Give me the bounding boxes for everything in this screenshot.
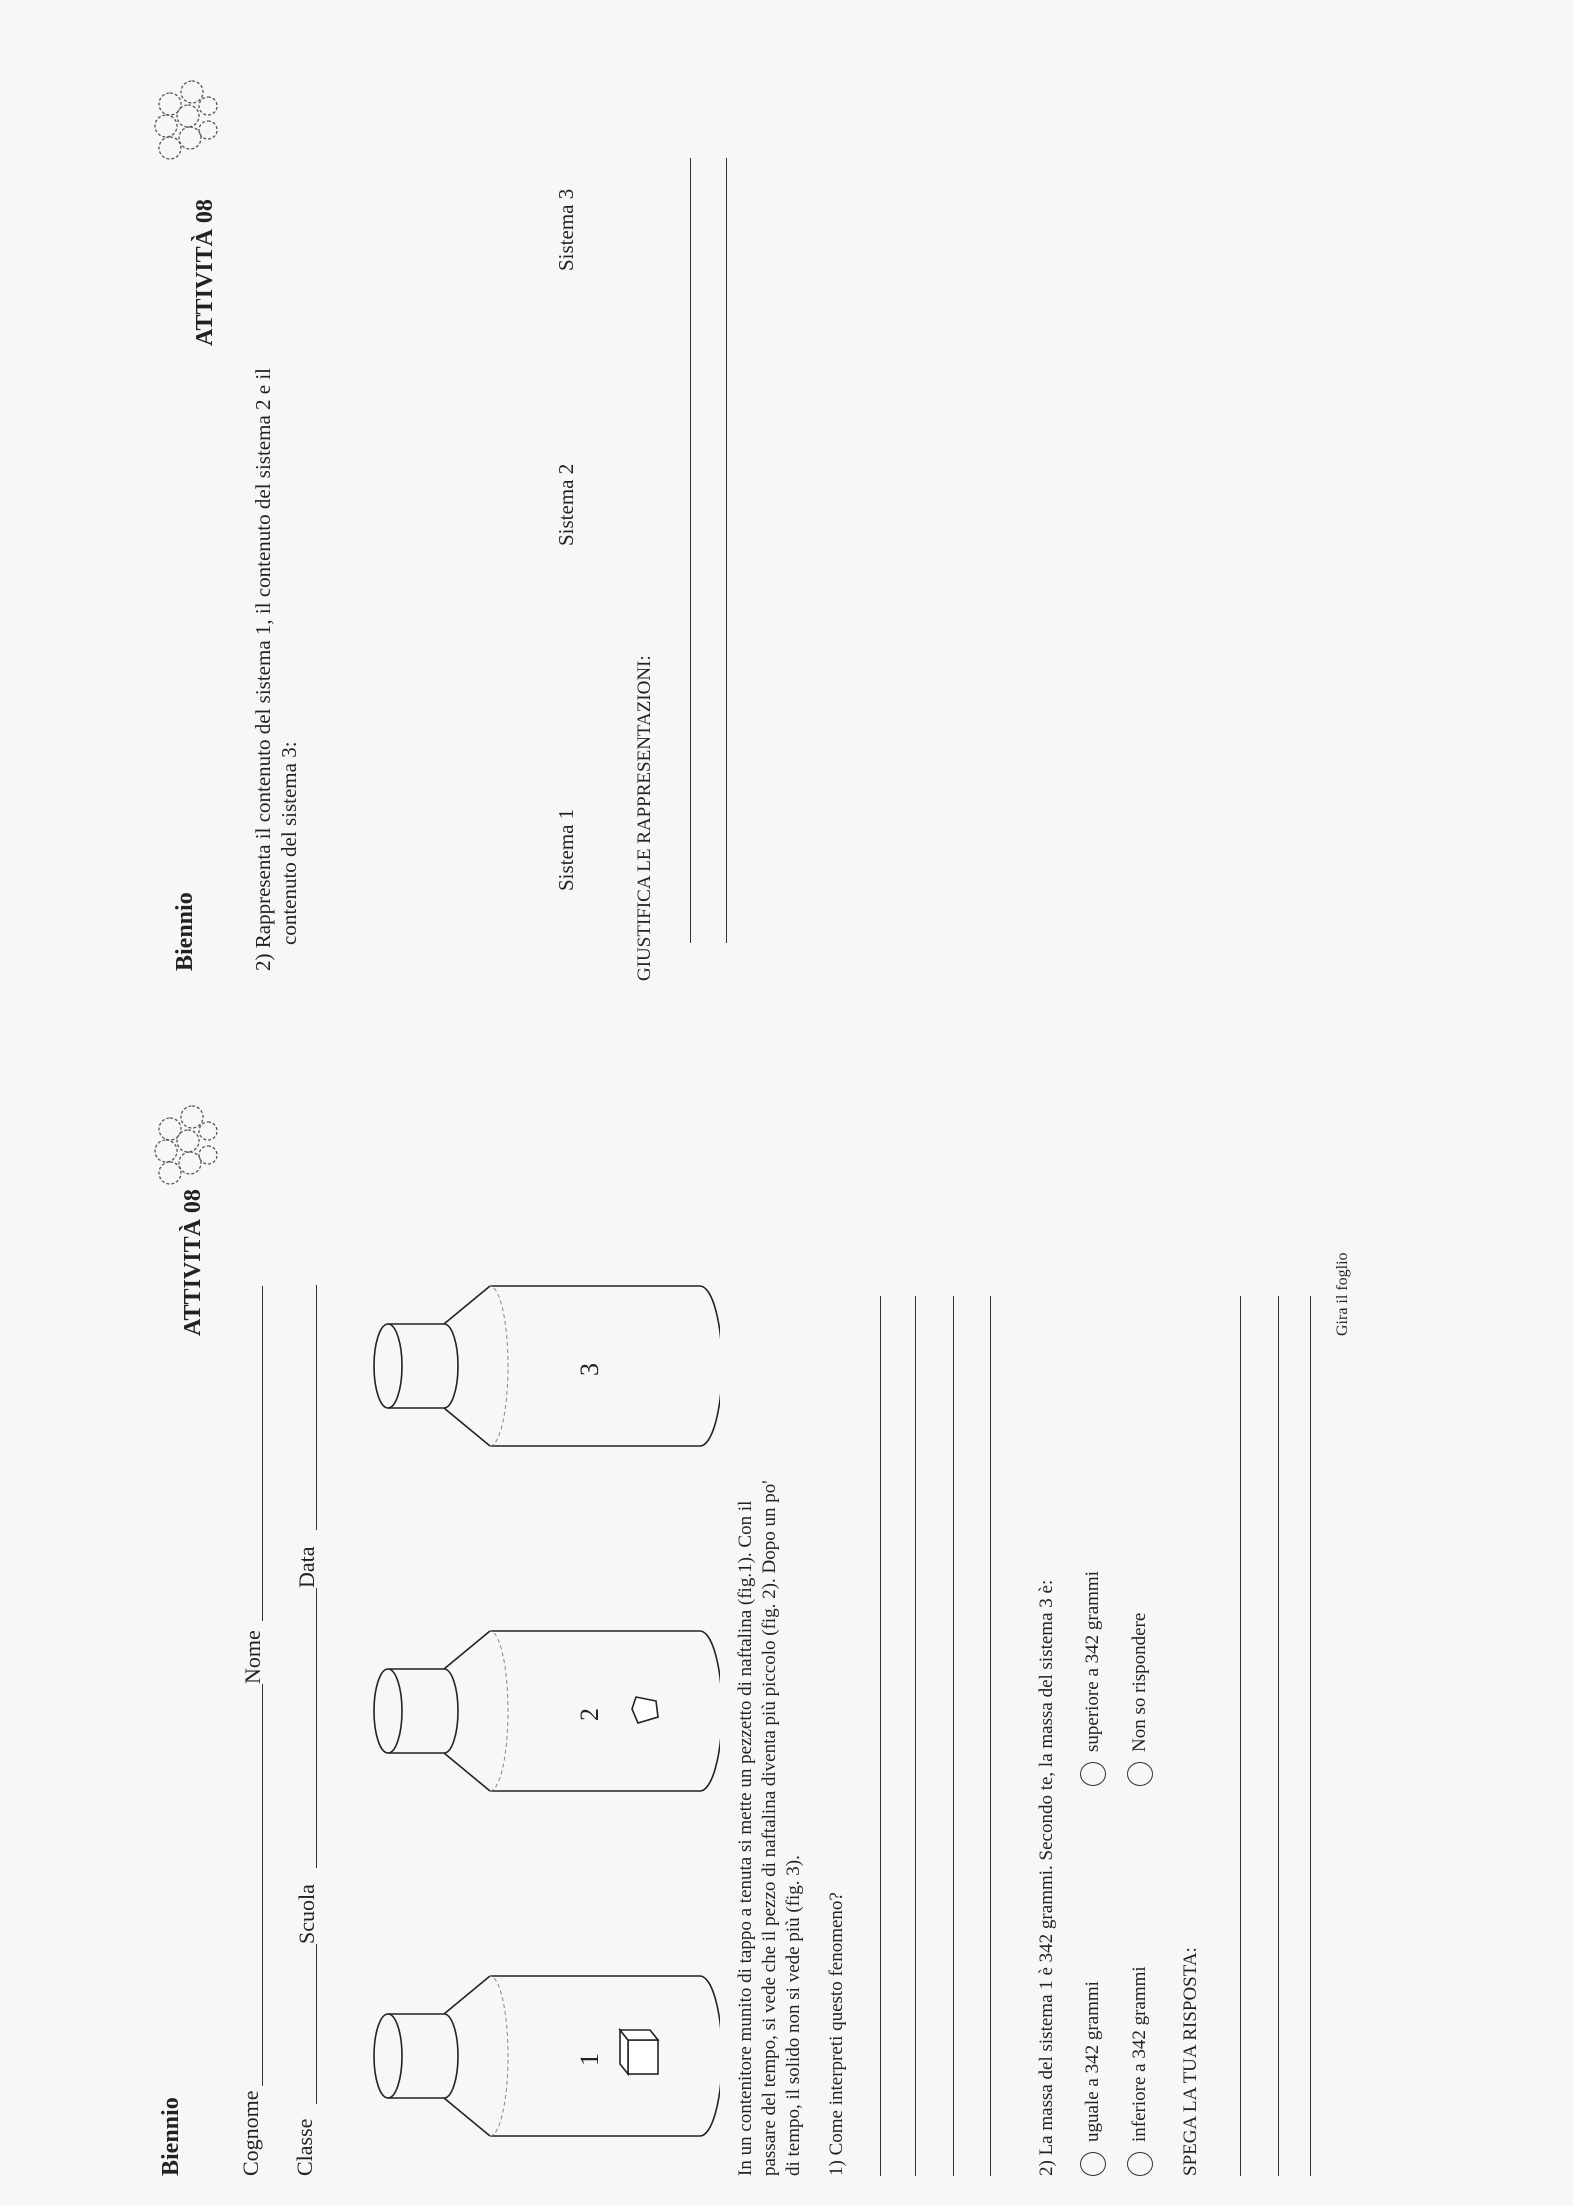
- sistema-1-label: Sistema 1: [554, 808, 578, 891]
- intro-line: In un contenitore munito di tappo a tenuta si mette un pezzetto di naftalina (fig.1). Con il: [735, 1500, 756, 2176]
- option-label: inferiore a 342 grammi: [1129, 1966, 1150, 2142]
- justify-line[interactable]: [690, 158, 691, 943]
- question-2: 2) La massa del sistema 1 è 342 grammi. Secondo te, la massa del sistema 3 è:: [1036, 1579, 1057, 2176]
- option-radio[interactable]: [1127, 1762, 1153, 1786]
- label-data: Data: [294, 1546, 319, 1588]
- label-nome: Nome: [240, 1630, 265, 1684]
- answer-line[interactable]: [1240, 1296, 1241, 2176]
- right-question-line: contenuto del sistema 3:: [277, 741, 301, 945]
- right-question-2: [250, 368, 302, 971]
- right-question-line: 2) Rappresenta il contenuto del sistema 1, il contenuto del sistema 2 e il: [251, 367, 275, 971]
- option-radio[interactable]: [1080, 1762, 1106, 1786]
- scuola-field[interactable]: [316, 1588, 317, 1868]
- jar-2: [374, 1631, 720, 1791]
- answer-line[interactable]: [953, 1296, 954, 2176]
- answer-line[interactable]: [880, 1296, 881, 2176]
- intro-paragraph: [734, 1480, 806, 2176]
- option-label: Non so rispondere: [1129, 1612, 1150, 1752]
- molecule-logo-left: [150, 1091, 220, 1191]
- option-radio[interactable]: [1127, 2152, 1153, 2176]
- sistema-3-label: Sistema 3: [554, 188, 578, 271]
- label-classe: Classe: [292, 2118, 317, 2176]
- right-header-attivita: ATTIVITÀ 08: [192, 199, 218, 346]
- jar-label-3: 3: [575, 1363, 604, 1376]
- classe-field[interactable]: [316, 1944, 317, 2104]
- answer-line[interactable]: [915, 1296, 916, 2176]
- intro-line: passare del tempo, si vede che il pezzo di naftalina diventa più piccolo (fig. 2). Dopo un po': [759, 1480, 780, 2176]
- left-header-attivita: ATTIVITÀ 08: [180, 1189, 206, 1336]
- nome-field[interactable]: [262, 1286, 263, 1621]
- option-label: superiore a 342 grammi: [1082, 1571, 1103, 1752]
- jar-label-1: 1: [575, 2053, 604, 2066]
- data-field[interactable]: [316, 1285, 317, 1530]
- label-cognome: Cognome: [238, 2090, 263, 2176]
- jars-drawing: [360, 1126, 720, 2146]
- molecule-logo-right: [150, 66, 222, 166]
- option-radio[interactable]: [1080, 2152, 1106, 2176]
- justify-line[interactable]: [726, 158, 727, 943]
- answer-line[interactable]: [990, 1296, 991, 2176]
- intro-line: di tempo, il solido non si vede più (fig. 3).: [783, 1855, 804, 2176]
- right-header-biennio: Biennio: [172, 892, 198, 971]
- jar-3: [374, 1286, 720, 1446]
- sistema-2-label: Sistema 2: [554, 463, 578, 546]
- question-1: 1) Come interpreti questo fenomeno?: [826, 1892, 847, 2176]
- jar-label-2: 2: [575, 1708, 604, 1721]
- cognome-field[interactable]: [262, 1684, 263, 2086]
- option-label: uguale a 342 grammi: [1082, 1981, 1103, 2142]
- answer-line[interactable]: [1310, 1296, 1311, 2176]
- jar-1: [374, 1976, 720, 2136]
- giustifica-label: GIUSTIFICA LE RAPPRESENTAZIONI:: [634, 655, 655, 981]
- answer-line[interactable]: [1278, 1296, 1279, 2176]
- spiega-label: SPEGA LA TUA RISPOSTA:: [1180, 1947, 1201, 2176]
- footer-gira: Gira il foglio: [1334, 1252, 1351, 1336]
- label-scuola: Scuola: [294, 1884, 319, 1944]
- left-header-biennio: Biennio: [158, 2097, 184, 2176]
